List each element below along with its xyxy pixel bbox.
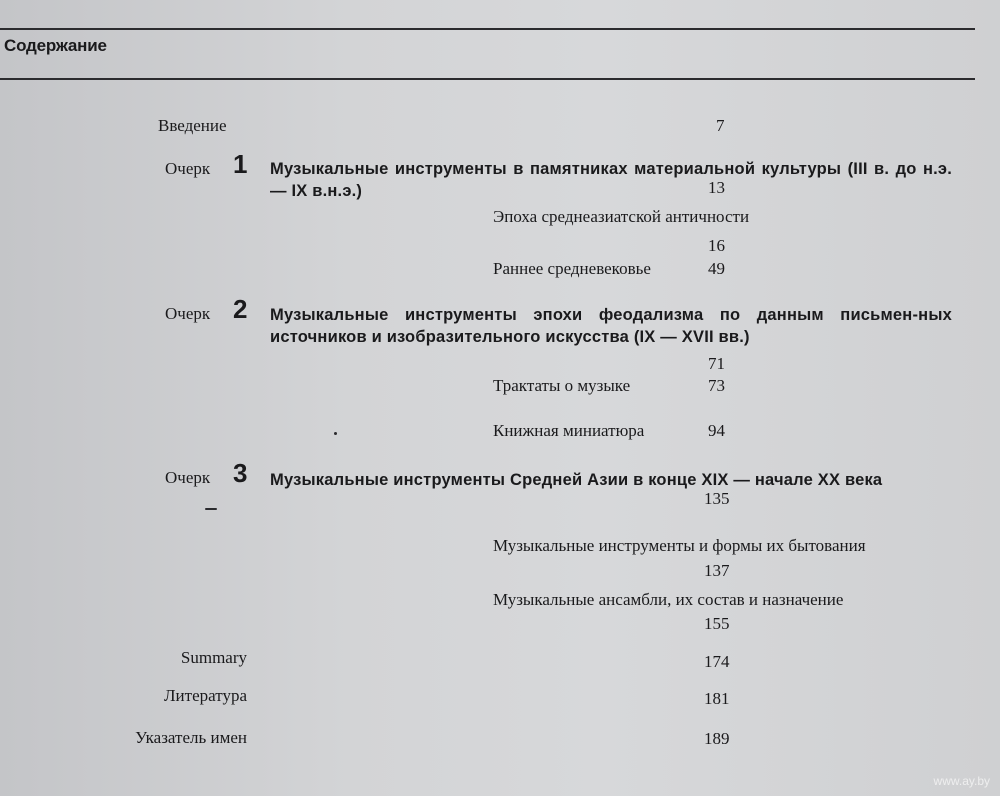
essay-title: Музыкальные инструменты в памятниках материальной культуры (III в. до н.э.— IX в.н.э.) — [270, 160, 952, 200]
top-rule — [0, 28, 975, 30]
essay-title: Музыкальные инструменты Средней Азии в конце XIX — начале XX века — [270, 471, 883, 489]
essay-number: 1 — [233, 149, 248, 179]
toc-entry-summary-label: Summary — [180, 648, 247, 667]
section-label: Раннее средневековье — [493, 259, 651, 278]
section-page: 73 — [708, 376, 725, 395]
section-page: 94 — [708, 421, 725, 440]
section-page: 49 — [708, 259, 725, 278]
section-page: 137 — [704, 561, 730, 580]
section-label: Музыкальные ансамбли, их состав и назначение — [493, 590, 844, 609]
essay-page: 135 — [704, 489, 730, 508]
essay-page: 71 — [708, 354, 725, 373]
section-page: 155 — [704, 614, 730, 633]
section-label: Музыкальные инструменты и формы их бытования — [493, 536, 866, 555]
toc-entry-summary-page: 174 — [704, 652, 730, 671]
toc-entry-index-page: 189 — [704, 729, 730, 748]
toc-entry-index-label: Указатель имен — [135, 728, 247, 747]
essay-prefix: Очерк — [165, 159, 211, 178]
section-label: Эпоха среднеазиатской античности — [493, 207, 750, 226]
section-label: Книжная миниатюра — [493, 421, 645, 440]
toc-entry-intro-page: 7 — [716, 116, 725, 135]
essay-title: Музыкальные инструменты эпохи феодализма по данным письмен-ных источников и изобразительного искусства (IX — XVII вв.) — [270, 306, 952, 346]
header-rule — [0, 78, 975, 80]
toc-entry-intro-label: Введение — [158, 116, 227, 135]
section-page: 16 — [708, 236, 725, 255]
section-label: Трактаты о музыке — [493, 376, 631, 395]
essay-prefix: Очерк — [165, 304, 211, 323]
essay-number: 2 — [233, 294, 248, 324]
essay-page: 13 — [708, 178, 725, 197]
essay-prefix: Очерк — [165, 468, 211, 487]
toc-entry-literature-page: 181 — [704, 689, 730, 708]
essay-number: 3 — [233, 458, 248, 488]
toc-entry-literature-label: Литература — [164, 686, 247, 705]
print-speck — [205, 508, 217, 510]
watermark: www.ay.by — [933, 774, 990, 788]
page-title: Содержание — [4, 36, 107, 55]
print-speck — [334, 432, 337, 435]
